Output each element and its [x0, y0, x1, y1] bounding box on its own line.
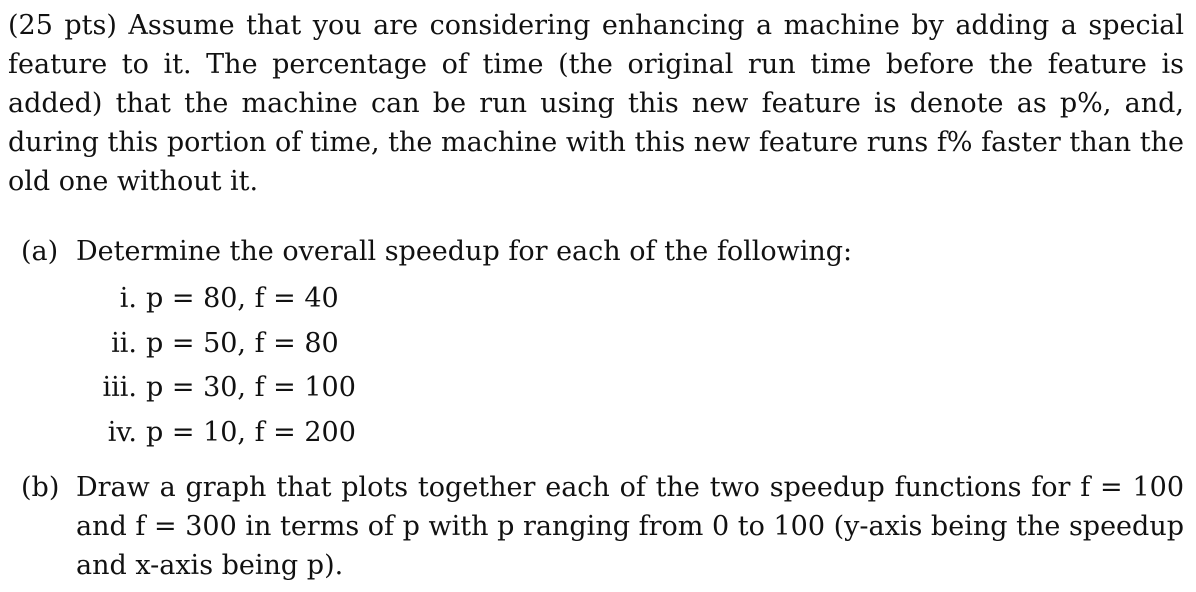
part-a-item-iv: [8, 411, 1184, 456]
part-b-text: Draw a graph that plots together each of the two speedup functions for f = 100 and f = 300 in terms of p with p ranging from 0 to 100 (y-axis being the speedup and x-axis being p).: [76, 472, 1184, 581]
item-expression: p = 80, f = 40: [146, 283, 339, 314]
part-b-label: (b): [21, 472, 60, 503]
item-expression: p = 50, f = 80: [146, 327, 339, 359]
part-a-item-iii: [8, 366, 1184, 411]
item-label: iii.: [102, 372, 137, 403]
intro-paragraph: (25 pts) Assume that you are considering enhancing a machine by adding a special feature to it. The percentage of time (the original run time before the feature is added) that the machine can be run using this new feature is denote as p%, and, during this portion of time, the machine with this new feature runs f% faster than the old one without it.: [8, 10, 1184, 197]
problem-statement: [8, 6, 1184, 585]
part-a-item-ii: [8, 322, 1184, 367]
item-expression: p = 30, f = 100: [146, 372, 356, 403]
item-label: ii.: [111, 327, 137, 359]
part-a-items: [8, 277, 1184, 455]
part-a-text: Determine the overall speedup for each of the following:: [76, 236, 853, 267]
item-label: i.: [119, 283, 137, 314]
part-a-item-i: [8, 277, 1184, 322]
item-expression: p = 10, f = 200: [146, 416, 356, 448]
item-label: iv.: [107, 416, 137, 448]
part-a-label: (a): [21, 236, 59, 267]
part-b: [8, 468, 1184, 585]
part-a: [8, 232, 1184, 455]
